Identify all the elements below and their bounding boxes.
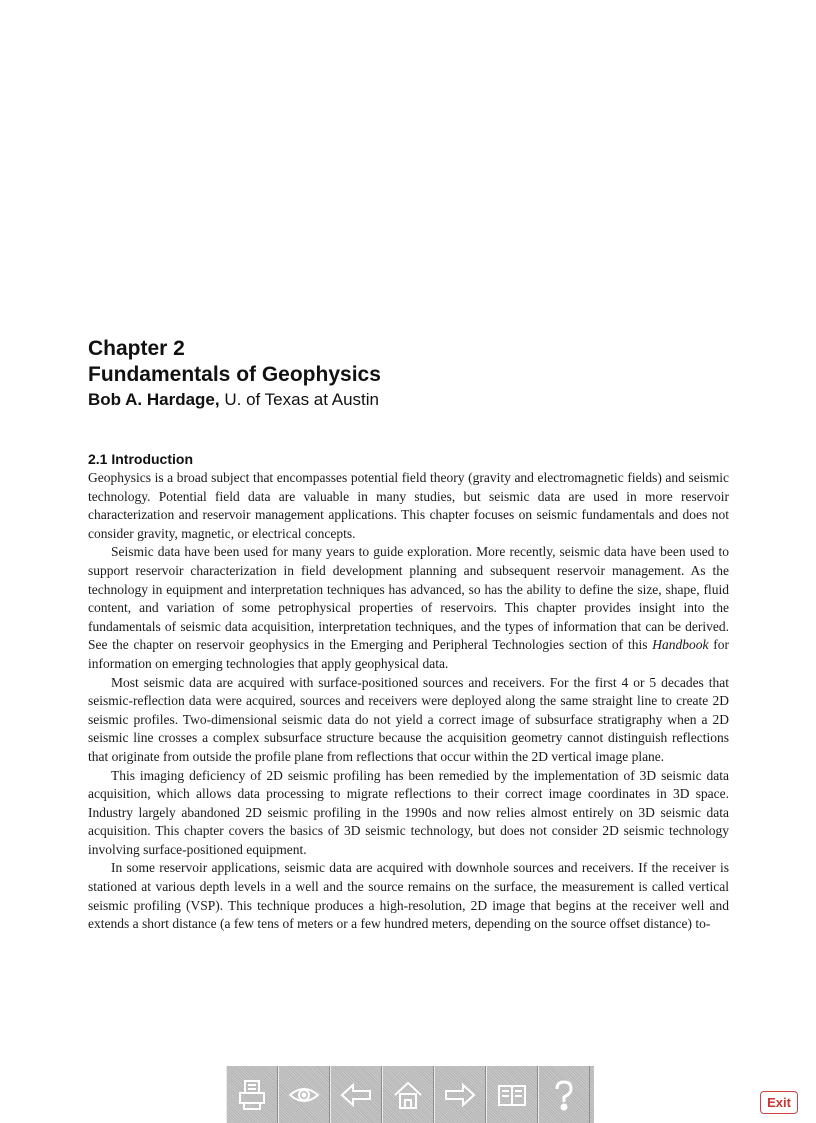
- book-icon: [495, 1078, 529, 1112]
- exit-button[interactable]: Exit: [760, 1091, 798, 1114]
- section-heading: 2.1 Introduction: [88, 451, 193, 467]
- help-icon: [547, 1078, 581, 1112]
- chapter-title: Fundamentals of Geophysics: [88, 363, 381, 386]
- paragraph-1: Geophysics is a broad subject that encompasses potential field theory (gravity and electromagnetic fields) and seismic technology. Potential field data are valuable in many studies, but seismic data are used in more reservoir characterization and reservoir management applications. This chapter focuses on seismic fundamentals and does not consider gravity, magnetic, or electrical concepts.: [88, 470, 729, 541]
- navigation-bar: [226, 1066, 594, 1123]
- back-button[interactable]: [330, 1066, 382, 1123]
- paragraph-2-text-a: Seismic data have been used for many years to guide exploration. More recently, seismic data have been used to support reservoir characterization in field development planning and subsequent reservoir management. As the technology in equipment and interpretation techniques has advanced, so has the ability to define the size, shape, fluid content, and variation of some petrophysical properties of reservoirs. This chapter provides insight into the fundamentals of seismic data acquisition, interpretation techniques, and the types of information that can be derived. See the chapter on reservoir geophysics in the Emerging and Peripheral Technologies section of this: [88, 544, 729, 653]
- handbook-title: Handbook: [652, 637, 709, 653]
- print-icon: [235, 1078, 269, 1112]
- chapter-label: Chapter 2: [88, 337, 185, 360]
- body-text: [88, 469, 729, 934]
- help-button[interactable]: [538, 1066, 590, 1123]
- view-icon: [287, 1078, 321, 1112]
- author-affiliation: U. of Texas at Austin: [224, 390, 380, 409]
- author-line: [88, 390, 379, 410]
- home-button[interactable]: [382, 1066, 434, 1123]
- print-button[interactable]: [226, 1066, 278, 1123]
- home-icon: [391, 1078, 425, 1112]
- paragraph-3: Most seismic data are acquired with surface-positioned sources and receivers. For the first 4 or 5 decades that seismic-reflection data were acquired, sources and receivers were deployed along the same straight line to create 2D seismic profiles. Two-dimensional seismic data do not yield a correct image of subsurface stratigraphy when a 2D seismic line crosses a complex subsurface structure because the acquisition geometry cannot distinguish reflections that originate from outside the profile plane from reflections that occur within the 2D vertical image plane.: [88, 674, 729, 764]
- contents-button[interactable]: [486, 1066, 538, 1123]
- paragraph-5: In some reservoir applications, seismic data are acquired with downhole sources and receivers. If the receiver is stationed at various depth levels in a well and the source remains on the surface, the measurement is called vertical seismic profiling (VSP). This technique produces a high-resolution, 2D image that begins at the receiver well and extends a short distance (a few tens of meters or a few hundred meters, depending on the source offset distance) to-: [88, 860, 729, 932]
- forward-button[interactable]: [434, 1066, 486, 1123]
- author-name: Bob A. Hardage,: [88, 390, 220, 409]
- paragraph-2: [88, 543, 729, 673]
- paragraph-2-text-b: for information on emerging technologies that apply geophysical data.: [88, 637, 729, 671]
- forward-arrow-icon: [443, 1078, 477, 1112]
- paragraph-4: This imaging deficiency of 2D seismic profiling has been remedied by the implementation of 3D seismic data acquisition, which allows data processing to migrate reflections to their correct image coordinates in 3D space. Industry largely abandoned 2D seismic profiling in the 1990s and now relies almost entirely on 3D seismic data acquisition. This chapter covers the basics of 3D seismic technology, but does not consider 2D seismic technology involving surface-positioned equipment.: [88, 767, 729, 857]
- back-arrow-icon: [339, 1078, 373, 1112]
- view-button[interactable]: [278, 1066, 330, 1123]
